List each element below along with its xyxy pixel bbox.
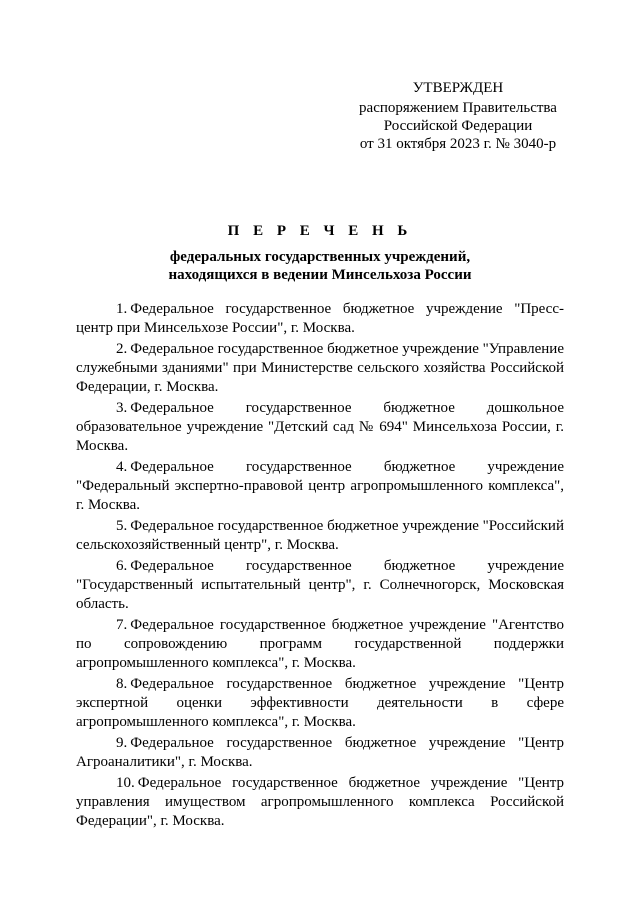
document-subtitle [75, 248, 565, 284]
item-text: Федеральное государственное бюджетное учреждение "Пресс-центр при Минсельхозе России", г. Москва. [76, 301, 564, 336]
subtitle-line-1: федеральных государственных учреждений, [169, 249, 471, 265]
item-text: Федеральное государственное бюджетное учреждение "Федеральный экспертно-правовой центр агропромышленного комплекса", г. Москва. [76, 459, 564, 513]
item-text: Федеральное государственное бюджетное дошкольное образовательное учреждение "Детский сад № 694" Минсельхоза России, г. Москва. [76, 400, 564, 454]
item-text: Федеральное государственное бюджетное учреждение "Государственный испытательный центр", г. Солнечногорск, Московская область. [76, 558, 564, 612]
institution-list [76, 300, 564, 833]
list-item [76, 616, 564, 673]
item-text: Федеральное государственное бюджетное учреждение "Центр управления имуществом агропромышленного комплекса Российской Федерации", г. Москва. [76, 775, 564, 829]
list-item [76, 675, 564, 732]
subtitle-line-2: находящихся в ведении Минсельхоза России [168, 267, 472, 283]
document-heading [75, 222, 565, 284]
item-number: 7. [116, 617, 128, 633]
list-item [76, 774, 564, 831]
list-item [76, 300, 564, 338]
item-number: 9. [116, 735, 128, 751]
item-text: Федеральное государственное бюджетное учреждение "Агентство по сопровождению программ государственной поддержки агропромышленного комплекса", г. Москва. [76, 617, 564, 671]
item-text: Федеральное государственное бюджетное учреждение "Центр экспертной оценки эффективности деятельности в сфере агропромышленного комплекса", г. Москва. [76, 676, 564, 730]
list-item [76, 734, 564, 772]
approval-line-1: распоряжением Правительства [359, 100, 557, 116]
list-item [76, 557, 564, 614]
approval-stamp-heading: УТВЕРЖДЕН [412, 80, 504, 96]
item-number: 4. [116, 459, 128, 475]
item-number: 6. [116, 558, 128, 574]
approval-line-3: от 31 октября 2023 г. № 3040-р [359, 136, 557, 152]
item-number: 8. [116, 676, 128, 692]
approval-line-2: Российской Федерации [383, 118, 533, 134]
item-number: 10. [116, 775, 135, 791]
item-number: 3. [116, 400, 128, 416]
list-item [76, 458, 564, 515]
item-text: Федеральное государственное бюджетное учреждение "Управление служебными зданиями" при Министерстве сельского хозяйства Российской Федерации, г. Москва. [76, 341, 564, 395]
approval-block [352, 79, 564, 153]
item-text: Федеральное государственное бюджетное учреждение "Центр Агроаналитики", г. Москва. [76, 735, 564, 770]
item-number: 2. [116, 341, 128, 357]
item-number: 5. [116, 518, 128, 534]
item-number: 1. [116, 301, 128, 317]
list-item [76, 399, 564, 456]
list-item [76, 517, 564, 555]
list-item [76, 340, 564, 397]
document-title: П Е Р Е Ч Е Н Ь [227, 223, 413, 239]
item-text: Федеральное государственное бюджетное учреждение "Российский сельскохозяйственный центр", г. Москва. [76, 518, 564, 553]
